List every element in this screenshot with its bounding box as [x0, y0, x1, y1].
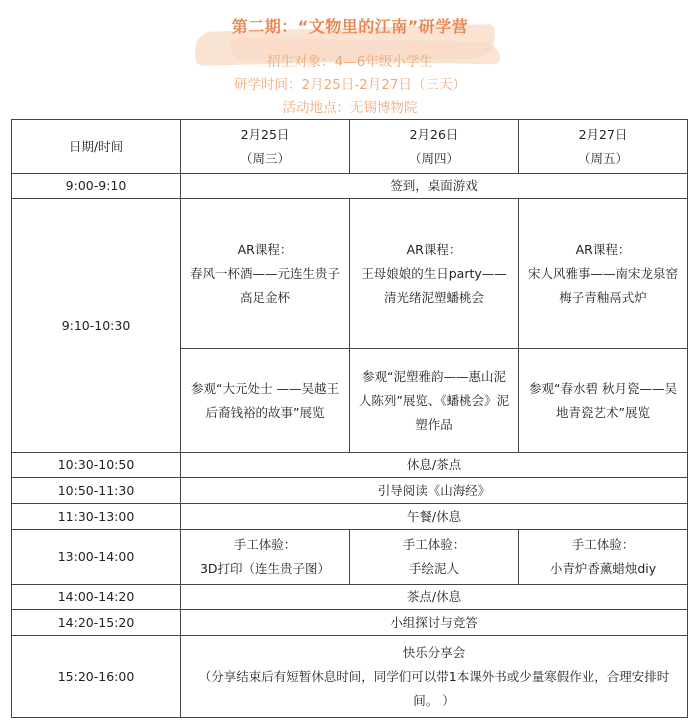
craft-label: 手工体验： — [233, 537, 297, 552]
visit-cell-1: 参观“大元处士 ——吴越王后裔钱裕的故事”展览 — [181, 349, 350, 453]
craft-text: 3D打印（连生贵子图） — [199, 561, 331, 576]
craft-label: 手工体验： — [571, 537, 635, 552]
table-row — [12, 636, 688, 718]
ar-course-label: AR课程： — [575, 241, 631, 257]
time-cell: 11:30-13:00 — [12, 504, 181, 530]
activity-cell: 茶点/休息 — [181, 585, 688, 610]
craft-cell-3 — [519, 530, 688, 585]
ar-course-cell-2 — [350, 199, 519, 349]
visit-cell-2: 参观“泥塑雅韵——惠山泥人陈列”展览、《蟠桃会》泥塑作品 — [350, 349, 519, 453]
page-title: 第二期：“文物里的江南”研学营 — [231, 17, 469, 36]
sharing-session-cell — [181, 636, 688, 718]
ar-course-text: 王母娘娘的生日party——清光绪泥塑蟠桃会 — [361, 265, 507, 305]
craft-cell-1 — [181, 530, 350, 585]
day-weekday: （周四） — [408, 150, 459, 166]
study-dates: 研学时间：2月25日-2月27日（三天） — [234, 77, 466, 93]
sharing-note: （分享结束后有短暂休息时间，同学们可以带1本课外书或少量寒假作业，合理安排时间。 ） — [198, 668, 670, 708]
time-cell: 10:50-11:30 — [12, 478, 181, 504]
activity-cell: 休息/茶点 — [181, 453, 688, 478]
time-cell: 9:00-9:10 — [12, 174, 181, 199]
table-row — [12, 585, 688, 610]
day-date: 2月27日 — [578, 126, 628, 142]
day-header-3 — [519, 120, 688, 174]
target-students: 招生对象：4—6年级小学生 — [267, 54, 433, 70]
ar-course-cell-1 — [181, 199, 350, 349]
time-cell: 14:20-15:20 — [12, 610, 181, 636]
activity-location: 活动地点：无锡博物院 — [282, 100, 418, 116]
craft-text: 手绘泥人 — [408, 561, 459, 576]
table-row — [12, 504, 688, 530]
activity-cell: 午餐/休息 — [181, 504, 688, 530]
ar-course-label: AR课程： — [406, 241, 462, 257]
page-header — [0, 0, 700, 118]
ar-course-cell-3 — [519, 199, 688, 349]
ar-course-text: 春风一杯酒——元连生贵子高足金杯 — [189, 265, 340, 305]
table-header-row — [12, 120, 688, 174]
craft-label: 手工体验： — [402, 537, 466, 552]
time-cell: 13:00-14:00 — [12, 530, 181, 585]
day-weekday: （周五） — [577, 150, 628, 166]
day-header-1 — [181, 120, 350, 174]
ar-course-label: AR课程： — [237, 241, 293, 257]
day-date: 2月25日 — [240, 126, 290, 142]
table-row — [12, 610, 688, 636]
table-row — [12, 530, 688, 585]
craft-text: 小青炉香薰蜡烛diy — [549, 561, 657, 576]
time-column-header: 日期/时间 — [12, 120, 181, 174]
time-cell: 9:10-10:30 — [12, 199, 181, 453]
table-row — [12, 478, 688, 504]
table-row — [12, 453, 688, 478]
ar-course-text: 宋人风雅事——南宋龙泉窑梅子青釉鬲式炉 — [527, 265, 678, 305]
time-cell: 15:20-16:00 — [12, 636, 181, 718]
day-weekday: （周三） — [239, 150, 290, 166]
day-date: 2月26日 — [409, 126, 459, 142]
time-cell: 14:00-14:20 — [12, 585, 181, 610]
day-header-2 — [350, 120, 519, 174]
activity-cell: 引导阅读《山海经》 — [181, 478, 688, 504]
visit-cell-3: 参观“春水碧 秋月瓷——吴地青瓷艺术”展览 — [519, 349, 688, 453]
craft-cell-2 — [350, 530, 519, 585]
activity-cell: 小组探讨与竞答 — [181, 610, 688, 636]
table-row — [12, 199, 688, 349]
schedule-table — [11, 119, 688, 718]
sharing-title: 快乐分享会 — [402, 644, 466, 660]
activity-cell: 签到，桌面游戏 — [181, 174, 688, 199]
time-cell: 10:30-10:50 — [12, 453, 181, 478]
table-row — [12, 174, 688, 199]
